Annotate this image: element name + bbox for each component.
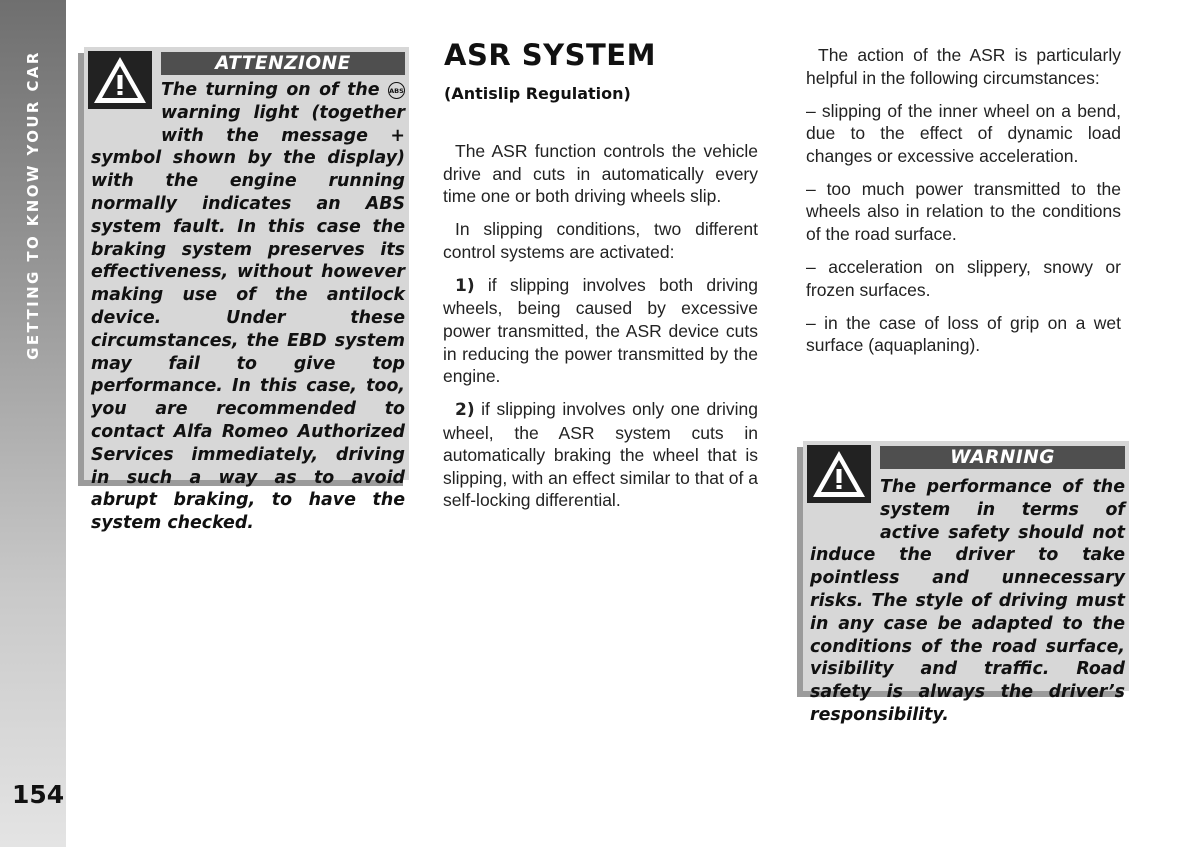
icon-spacer (91, 79, 161, 125)
warning-header: WARNING (880, 446, 1125, 469)
bullet-item: – in the case of loss of grip on a wet surface (aquaplaning). (806, 312, 1121, 356)
warning-text-body: The performance of the system in terms of active safety should not induce the driver to take pointless and unnecessary risks. The style of driving must in any case be adapted to the conditions of the road surface, visibility and traffic. Road safety is always the driver’s responsibility. (810, 477, 1125, 725)
attention-box (84, 47, 409, 534)
warning-text (810, 476, 1125, 727)
section-title: ASR SYSTEM (444, 38, 656, 72)
paragraph: The action of the ASR is particularly helpful in the following circumstances: (806, 45, 1121, 88)
side-band (0, 0, 66, 847)
attention-text-part2: warning light (together with the message + symbol shown by the display) with the engine running normally indicates an ABS system fault. In this case the braking system preserves its effectiveness, without however making use of the antilock device. Under these circumstances, the EBD system may fail to give top performance. In this case, too, you are recommended to contact Alfa Romeo Authorized Services immediately, driving in such a way as to avoid abrupt braking, to have the system checked. (91, 102, 405, 534)
attention-text-part1: The turning on of the (161, 80, 380, 100)
section-subtitle: (Antislip Regulation) (444, 84, 631, 103)
item-number: 2) (455, 400, 475, 421)
bullet-item: – too much power transmitted to the wheels also in relation to the conditions of the road surface. (806, 178, 1121, 244)
abs-warning-light-icon: ABS (388, 82, 405, 99)
paragraph: In slipping conditions, two different control systems are activated: (443, 219, 758, 262)
numbered-item (443, 274, 758, 388)
numbered-item (443, 398, 758, 512)
icon-spacer (810, 476, 880, 522)
section-tab-label: GETTING TO KNOW YOUR CAR (24, 50, 42, 360)
item-text: if slipping involves both driving wheels, being caused by excessive power transmitted, the ASR device cuts in reducing the power transmitted by the engine. (443, 274, 758, 387)
middle-column (443, 140, 758, 522)
bullet-item: – slipping of the inner wheel on a bend, due to the effect of dynamic load changes or excessive acceleration. (806, 100, 1121, 166)
warning-box (803, 441, 1129, 725)
paragraph: The ASR function controls the vehicle drive and cuts in automatically every time one or both driving wheels slip. (443, 141, 758, 207)
right-column (806, 44, 1121, 367)
page-number: 154 (12, 780, 65, 809)
attention-text (91, 79, 405, 535)
attention-header: ATTENZIONE (161, 52, 405, 75)
item-number: 1) (455, 275, 475, 296)
item-text: if slipping involves only one driving wheel, the ASR system cuts in automatically braking the wheel that is slipping, with an effect similar to that of a self-locking differential. (443, 399, 758, 511)
bullet-item: – acceleration on slippery, snowy or frozen surfaces. (806, 256, 1121, 300)
